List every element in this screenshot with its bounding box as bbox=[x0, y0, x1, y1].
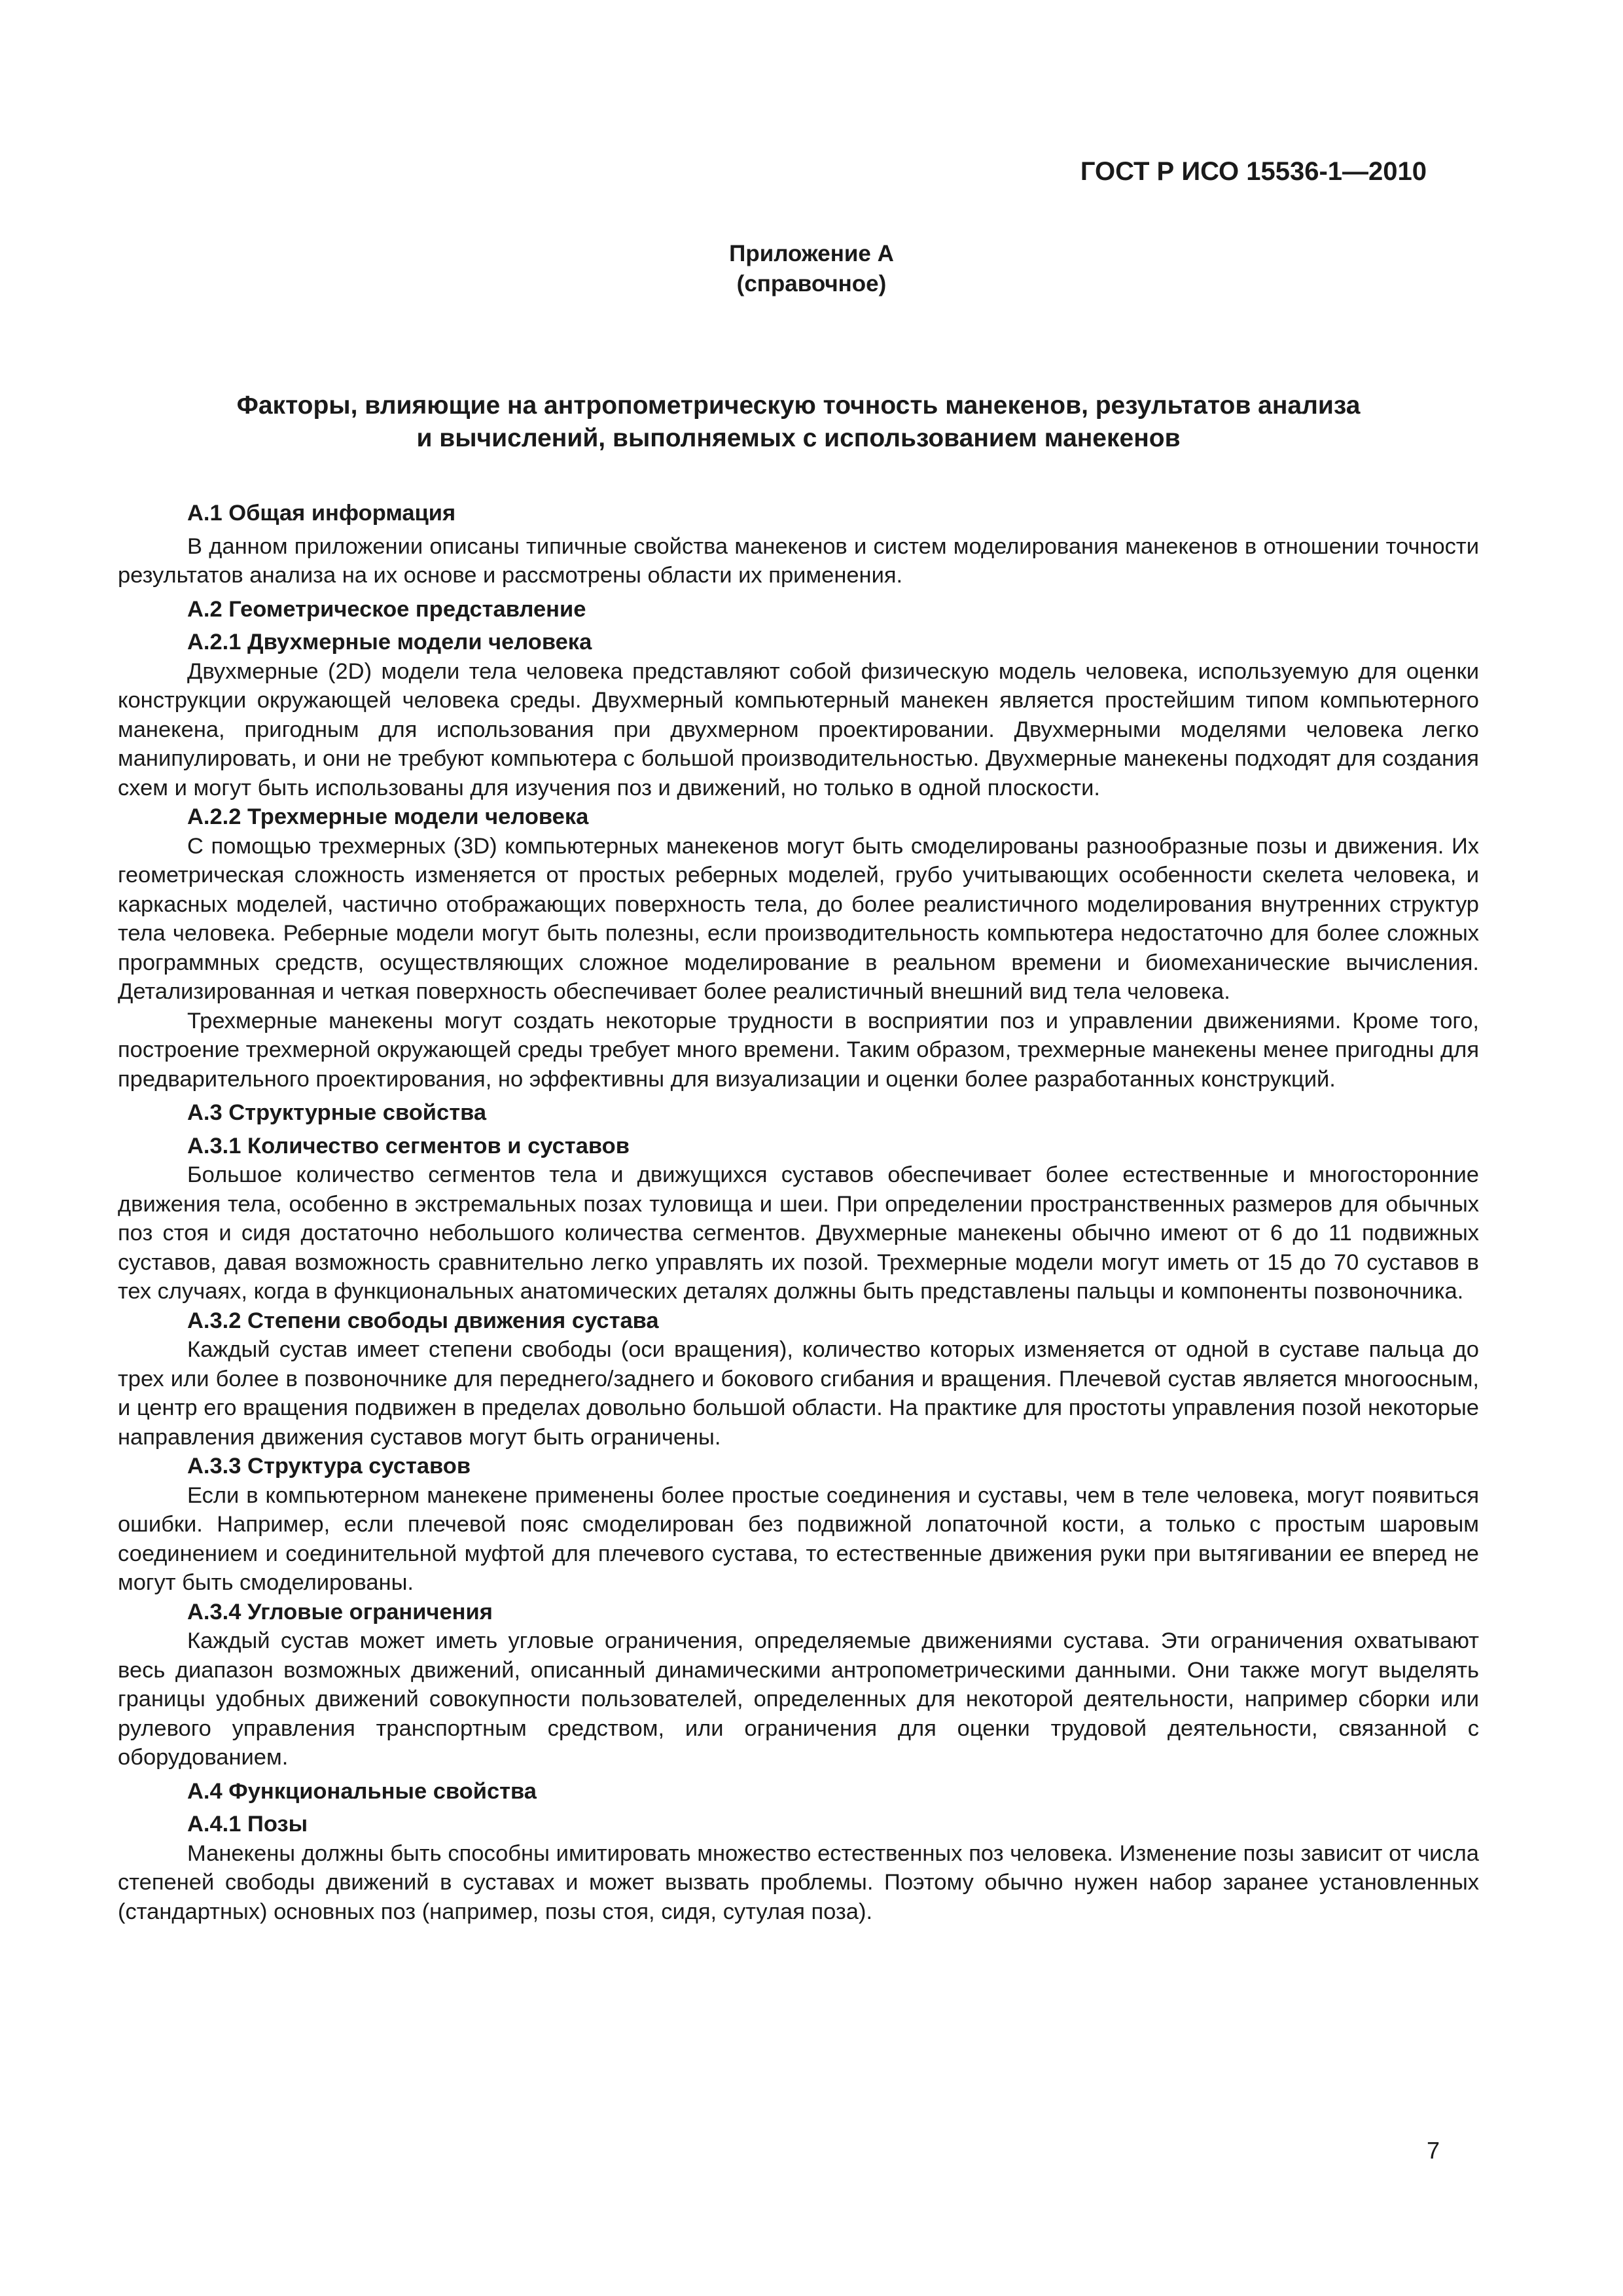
paragraph-a1-1: В данном приложении описаны типичные свойства манекенов и систем моделирования манекенов в отношении точности результатов анализа на их основе и рассмотрены области их применения. bbox=[118, 533, 1479, 588]
annex-type: (справочное) bbox=[736, 271, 887, 296]
section-heading-a1: А.1 Общая информация bbox=[187, 501, 456, 526]
section-heading-a3-2: А.3.2 Степени свободы движения сустава bbox=[187, 1308, 659, 1333]
annex-title-line-1: Факторы, влияющие на антропометрическую точность манекенов, результатов анализа bbox=[236, 391, 1361, 420]
paragraph-a3-2-1: Каждый сустав имеет степени свободы (оси вращения), количество которых изменяется от одной в суставе пальца до трех или более в позвоночнике для переднего/заднего и бокового сгибания и вращения. Плечевой сустав является многоосным, и центр его вращения подвижен в пределах довольно большой области. На практике для простоты управления позой некоторые направления движения суставов могут быть ограничены. bbox=[118, 1337, 1479, 1450]
paragraph-a2-2-1: С помощью трехмерных (3D) компьютерных манекенов могут быть смоделированы разнообразные позы и движения. Их геометрическая сложность изменяется от простых реберных моделей, грубо учитывающих особенности скелета человека, и каркасных моделей, частично отображающих поверхность тела, до более реалистичного моделирования внутренних структур тела человека. Реберные модели могут быть полезны, если производительность компьютера недостаточно для более сложных программных средств, осуществляющих сложное моделирование в реальном времени и биомеханические вычисления. Детализированная и четкая поверхность обеспечивает более реалистичный внешний вид тела человека. bbox=[118, 833, 1479, 1004]
document-body bbox=[118, 494, 1479, 1926]
section-heading-a4-1: А.4.1 Позы bbox=[187, 1812, 308, 1837]
section-heading-a3-1: А.3.1 Количество сегментов и суставов bbox=[187, 1133, 630, 1158]
annex-label: Приложение А bbox=[729, 241, 894, 266]
paragraph-a4-1-1: Манекены должны быть способны имитировать множество естественных поз человека. Изменение позы зависит от числа степеней свободы движений в суставах и может вызвать проблемы. Поэтому обычно нужен набор заранее установленных (стандартных) основных поз (например, позы стоя, сидя, сутулая поза). bbox=[118, 1840, 1479, 1924]
page-number: 7 bbox=[1426, 2137, 1440, 2164]
paragraph-a3-4-1: Каждый сустав может иметь угловые ограничения, определяемые движениями сустава. Эти ограничения охватывают весь диапазон возможных движений, описанный динамическими антропометрическими данными. Они также могут выделять границы удобных движений совокупности пользователей, определенных для некоторой деятельности, например сборки или рулевого управления транспортным средством, или ограничения для оценки трудовой деятельности, связанной с оборудованием. bbox=[118, 1628, 1479, 1770]
paragraph-a3-1-1: Большое количество сегментов тела и движущихся суставов обеспечивает более естественные и многосторонние движения тела, особенно в экстремальных позах туловища и шеи. При определении пространственных размеров для обычных поз стоя и сидя достаточно небольшого количества сегментов. Двухмерные манекены обычно имеют от 6 до 11 подвижных суставов, давая возможность сравнительно легко управлять их позой. Трехмерные модели могут иметь от 15 до 70 суставов в тех случаях, когда в функциональных анатомических деталях должны быть представлены пальцы и компоненты позвоночника. bbox=[118, 1162, 1479, 1304]
paragraph-a3-3-1: Если в компьютерном манекене применены более простые соединения и суставы, чем в теле человека, могут появиться ошибки. Например, если плечевой пояс смоделирован без подвижной лопаточной кости, а только с простым шаровым соединением и соединительной муфтой для плечевого сустава, то естественные движения руки при вытягивании ее вперед не могут быть смоделированы. bbox=[118, 1482, 1479, 1595]
section-heading-a4: А.4 Функциональные свойства bbox=[187, 1778, 537, 1804]
section-heading-a3-4: А.3.4 Угловые ограничения bbox=[187, 1599, 493, 1624]
annex-title bbox=[118, 389, 1479, 455]
paragraph-a2-2-2: Трехмерные манекены могут создать некоторые трудности в восприятии поз и управлении движениями. Кроме того, построение трехмерной окружающей среды требует много времени. Таким образом, трехмерные манекены менее пригодны для предварительного проектирования, но эффективны для визуализации и оценки более разработанных конструкций. bbox=[118, 1008, 1479, 1092]
standard-designation: ГОСТ Р ИСО 15536-1—2010 bbox=[1080, 157, 1427, 186]
section-heading-a2-1: А.2.1 Двухмерные модели человека bbox=[187, 630, 592, 655]
section-heading-a3-3: А.3.3 Структура суставов bbox=[187, 1454, 471, 1479]
annex-label-block bbox=[0, 239, 1623, 299]
section-heading-a3: А.3 Структурные свойства bbox=[187, 1100, 487, 1125]
section-heading-a2: А.2 Геометрическое представление bbox=[187, 596, 586, 622]
section-heading-a2-2: А.2.2 Трехмерные модели человека bbox=[187, 804, 589, 829]
paragraph-a2-1-1: Двухмерные (2D) модели тела человека представляют собой физическую модель человека, используемую для оценки конструкции окружающей человека среды. Двухмерный компьютерный манекен является простейшим типом компьютерного манекена, пригодным для использования при двухмерном проектировании. Двухмерными моделями человека легко манипулировать, и они не требуют компьютера с большой производительностью. Двухмерные манекены подходят для создания схем и могут быть использованы для изучения поз и движений, но только в одной плоскости. bbox=[118, 658, 1479, 800]
annex-title-line-2: и вычислений, выполняемых с использованием манекенов bbox=[416, 424, 1181, 452]
